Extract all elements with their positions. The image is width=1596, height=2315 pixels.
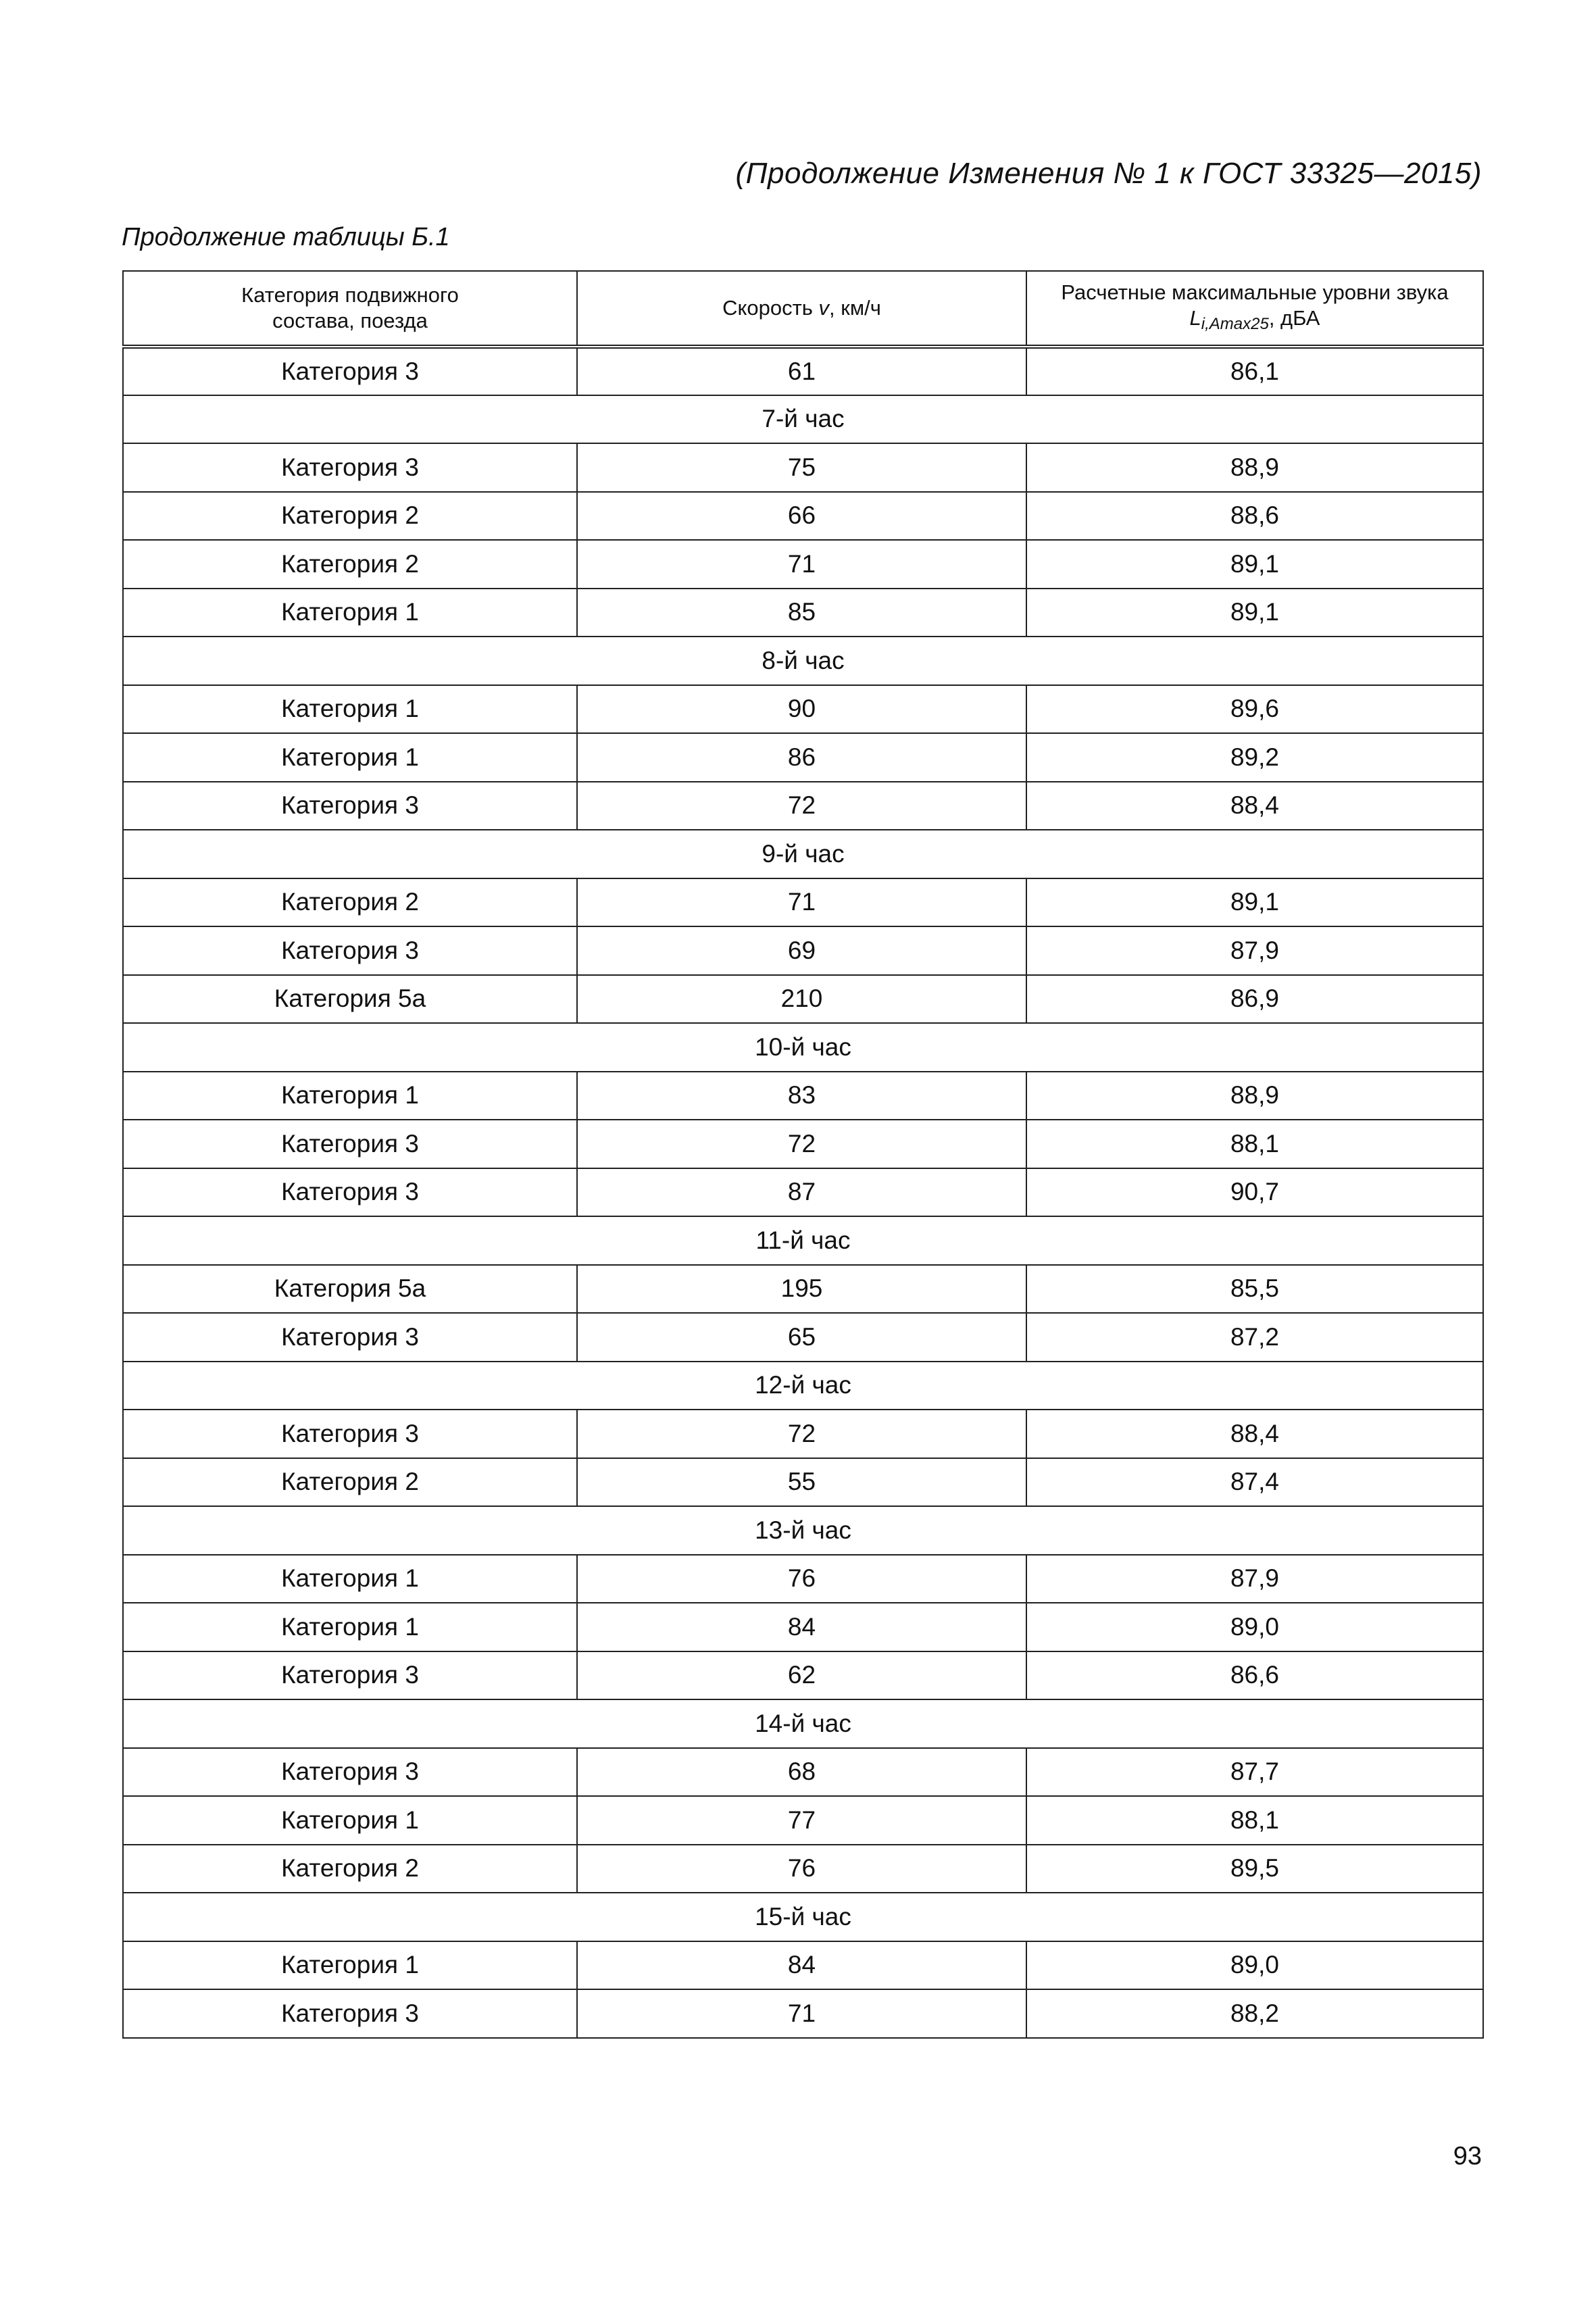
table-row <box>123 1410 1483 1458</box>
category-cell: Категория 2 <box>123 540 577 589</box>
hour-label: 7-й час <box>123 395 1483 444</box>
table-row <box>123 347 1483 395</box>
level-cell: 88,4 <box>1026 782 1483 830</box>
speed-cell: 65 <box>577 1313 1026 1362</box>
hour-label: 11-й час <box>123 1216 1483 1265</box>
level-cell: 88,9 <box>1026 443 1483 492</box>
speed-cell: 72 <box>577 1120 1026 1168</box>
category-cell: Категория 3 <box>123 347 577 395</box>
speed-cell: 71 <box>577 1989 1026 2038</box>
table-row <box>123 492 1483 541</box>
hour-label: 8-й час <box>123 637 1483 685</box>
data-table <box>122 270 1484 2039</box>
table-row <box>123 1168 1483 1217</box>
level-cell: 86,9 <box>1026 975 1483 1024</box>
speed-cell: 85 <box>577 589 1026 637</box>
speed-cell: 77 <box>577 1796 1026 1845</box>
hour-label: 14-й час <box>123 1699 1483 1748</box>
hour-label: 15-й час <box>123 1893 1483 1941</box>
table-header-row <box>123 271 1483 347</box>
level-cell: 89,0 <box>1026 1941 1483 1990</box>
category-cell: Категория 2 <box>123 878 577 927</box>
category-cell: Категория 1 <box>123 1796 577 1845</box>
category-cell: Категория 1 <box>123 1941 577 1990</box>
category-cell: Категория 2 <box>123 1458 577 1507</box>
level-cell: 89,1 <box>1026 589 1483 637</box>
category-cell: Категория 3 <box>123 443 577 492</box>
level-cell: 87,7 <box>1026 1748 1483 1797</box>
speed-cell: 84 <box>577 1603 1026 1651</box>
speed-cell: 71 <box>577 540 1026 589</box>
level-header-unit: , дБА <box>1268 305 1320 330</box>
table-row <box>123 782 1483 830</box>
table-row <box>123 1941 1483 1990</box>
table-row <box>123 1555 1483 1603</box>
category-cell: Категория 1 <box>123 733 577 782</box>
speed-header-prefix: Скорость <box>722 296 819 320</box>
level-cell: 88,1 <box>1026 1120 1483 1168</box>
level-cell: 89,5 <box>1026 1845 1483 1893</box>
hour-group-row <box>123 637 1483 685</box>
hour-group-row <box>123 1023 1483 1072</box>
table-row <box>123 1265 1483 1314</box>
table-row <box>123 1313 1483 1362</box>
level-cell: 89,0 <box>1026 1603 1483 1651</box>
speed-cell: 71 <box>577 878 1026 927</box>
hour-group-row <box>123 395 1483 444</box>
speed-cell: 61 <box>577 347 1026 395</box>
speed-cell: 90 <box>577 685 1026 734</box>
hour-group-row <box>123 1893 1483 1941</box>
speed-cell: 87 <box>577 1168 1026 1217</box>
table-row <box>123 540 1483 589</box>
speed-cell: 68 <box>577 1748 1026 1797</box>
category-cell: Категория 3 <box>123 1748 577 1797</box>
hour-group-row <box>123 1216 1483 1265</box>
level-cell: 88,9 <box>1026 1072 1483 1120</box>
document-header: (Продолжение Изменения № 1 к ГОСТ 33325—2015) <box>735 157 1482 190</box>
level-cell: 89,2 <box>1026 733 1483 782</box>
category-cell: Категория 1 <box>123 1072 577 1120</box>
level-header-subscript: i,Amax25 <box>1201 314 1269 333</box>
category-cell: Категория 5а <box>123 975 577 1024</box>
level-cell: 86,1 <box>1026 347 1483 395</box>
table-row <box>123 589 1483 637</box>
table-row <box>123 1120 1483 1168</box>
table-row <box>123 1989 1483 2038</box>
speed-cell: 86 <box>577 733 1026 782</box>
speed-cell: 69 <box>577 926 1026 975</box>
level-header-text: Расчетные максимальные уровни звука <box>1061 280 1449 304</box>
level-cell: 89,6 <box>1026 685 1483 734</box>
speed-cell: 55 <box>577 1458 1026 1507</box>
table-row <box>123 1603 1483 1651</box>
level-cell: 88,1 <box>1026 1796 1483 1845</box>
speed-cell: 210 <box>577 975 1026 1024</box>
category-cell: Категория 5а <box>123 1265 577 1314</box>
category-cell: Категория 3 <box>123 1120 577 1168</box>
hour-group-row <box>123 830 1483 878</box>
level-header-symbol: L <box>1189 305 1201 330</box>
level-cell: 87,9 <box>1026 926 1483 975</box>
speed-cell: 84 <box>577 1941 1026 1990</box>
speed-cell: 75 <box>577 443 1026 492</box>
category-cell: Категория 3 <box>123 1989 577 2038</box>
category-cell: Категория 3 <box>123 782 577 830</box>
category-cell: Категория 1 <box>123 589 577 637</box>
category-cell: Категория 3 <box>123 1168 577 1217</box>
table-row <box>123 1845 1483 1893</box>
table-row <box>123 1458 1483 1507</box>
hour-label: 12-й час <box>123 1362 1483 1410</box>
level-cell: 87,2 <box>1026 1313 1483 1362</box>
column-header-speed <box>577 271 1026 347</box>
table-caption: Продолжение таблицы Б.1 <box>122 223 450 251</box>
category-cell: Категория 2 <box>123 1845 577 1893</box>
speed-cell: 83 <box>577 1072 1026 1120</box>
category-cell: Категория 3 <box>123 1651 577 1700</box>
speed-cell: 195 <box>577 1265 1026 1314</box>
table-row <box>123 975 1483 1024</box>
level-cell: 87,4 <box>1026 1458 1483 1507</box>
hour-label: 10-й час <box>123 1023 1483 1072</box>
level-cell: 86,6 <box>1026 1651 1483 1700</box>
category-cell: Категория 2 <box>123 492 577 541</box>
category-cell: Категория 3 <box>123 1410 577 1458</box>
level-cell: 87,9 <box>1026 1555 1483 1603</box>
level-cell: 90,7 <box>1026 1168 1483 1217</box>
level-cell: 88,6 <box>1026 492 1483 541</box>
table-row <box>123 733 1483 782</box>
table-row <box>123 878 1483 927</box>
speed-header-unit: , км/ч <box>829 296 881 320</box>
table-row <box>123 926 1483 975</box>
category-cell: Категория 3 <box>123 926 577 975</box>
level-cell: 88,4 <box>1026 1410 1483 1458</box>
page-number: 93 <box>1453 2142 1482 2170</box>
table-row <box>123 443 1483 492</box>
hour-label: 9-й час <box>123 830 1483 878</box>
hour-group-row <box>123 1362 1483 1410</box>
speed-cell: 72 <box>577 782 1026 830</box>
table-body <box>123 347 1483 2038</box>
table-row <box>123 1748 1483 1797</box>
category-cell: Категория 1 <box>123 685 577 734</box>
level-header-symbol-line <box>1027 305 1482 337</box>
hour-label: 13-й час <box>123 1506 1483 1555</box>
hour-group-row <box>123 1699 1483 1748</box>
category-cell: Категория 1 <box>123 1603 577 1651</box>
speed-cell: 62 <box>577 1651 1026 1700</box>
table-row <box>123 685 1483 734</box>
level-cell: 89,1 <box>1026 878 1483 927</box>
speed-cell: 66 <box>577 492 1026 541</box>
category-cell: Категория 1 <box>123 1555 577 1603</box>
hour-group-row <box>123 1506 1483 1555</box>
category-cell: Категория 3 <box>123 1313 577 1362</box>
table-row <box>123 1072 1483 1120</box>
table-row <box>123 1651 1483 1700</box>
level-cell: 89,1 <box>1026 540 1483 589</box>
speed-header-variable: v <box>818 296 830 320</box>
speed-cell: 72 <box>577 1410 1026 1458</box>
table-row <box>123 1796 1483 1845</box>
level-cell: 88,2 <box>1026 1989 1483 2038</box>
speed-cell: 76 <box>577 1555 1026 1603</box>
column-header-category: Категория подвижного состава, поезда <box>123 271 577 347</box>
speed-cell: 76 <box>577 1845 1026 1893</box>
level-cell: 85,5 <box>1026 1265 1483 1314</box>
column-header-level <box>1026 271 1483 347</box>
